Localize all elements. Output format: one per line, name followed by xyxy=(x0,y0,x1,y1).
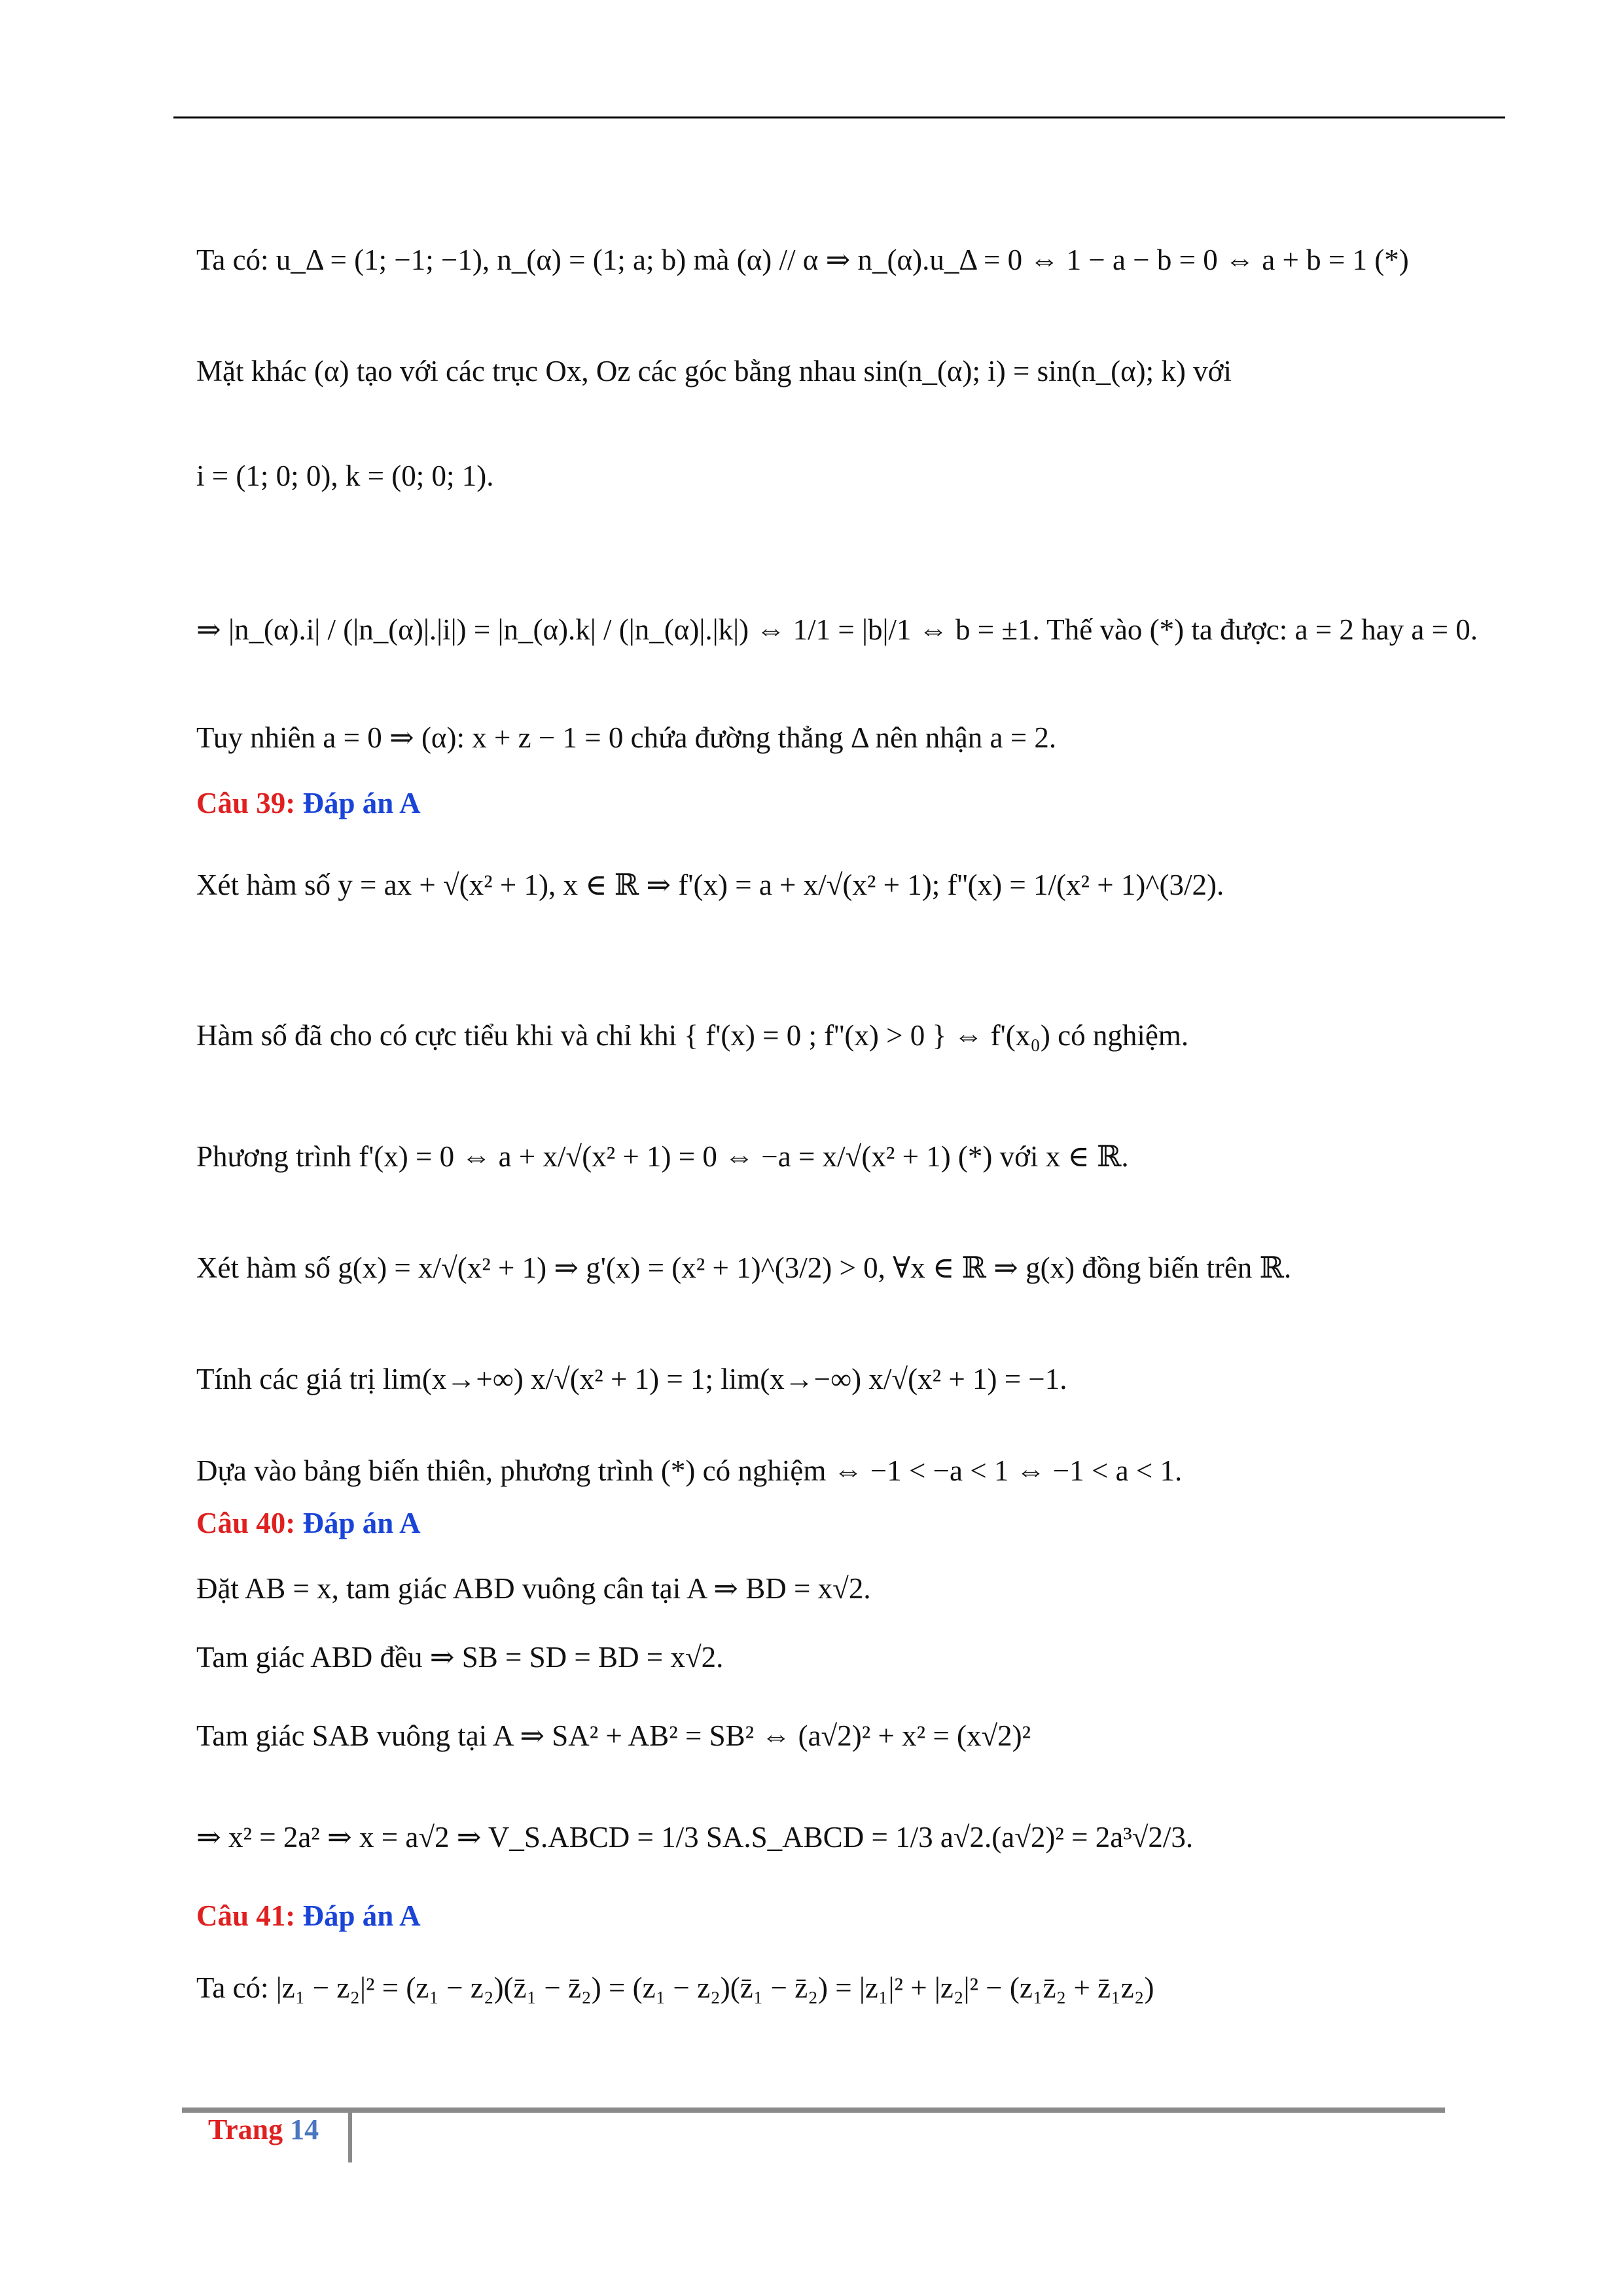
footer-divider xyxy=(348,2110,352,2162)
heading-q40 xyxy=(196,1505,421,1541)
para-q39-g-function: Xét hàm số g(x) = x/√(x² + 1) ⇒ g'(x) = (x² + 1)^(3/2) > 0, ∀x ∈ ℝ ⇒ g(x) đồng biến trên ℝ. xyxy=(196,1251,1292,1284)
para-q40-pythagoras: Tam giác SAB vuông tại A ⇒ SA² + AB² = SB² ⇔ (a√2)² + x² = (x√2)² xyxy=(196,1719,1031,1752)
para-q39-function: Xét hàm số y = ax + √(x² + 1), x ∈ ℝ ⇒ f'(x) = a + x/√(x² + 1); f''(x) = 1/(x² + 1)^(3/2). xyxy=(196,869,1224,901)
page-number: 14 xyxy=(290,2113,319,2145)
q39-answer: Đáp án A xyxy=(302,787,421,819)
footer-rule xyxy=(182,2108,1445,2113)
para-q41-modulus: Ta có: |z₁ − z₂|² = (z₁ − z₂)(z̄₁ − z̄₂) = (z₁ − z₂)(z̄₁ − z̄₂) = |z₁|² + |z₂|² − (z₁z̄₂ + z̄₁z₂) xyxy=(196,1971,1154,2004)
para-normal-vector: Ta có: u_Δ = (1; −1; −1), n_(α) = (1; a; b) mà (α) // α ⇒ n_(α).u_Δ = 0 ⇔ 1 − a − b = 0 ⇔ a + b = 1 (*) xyxy=(196,243,1409,276)
para-q40-set-ab: Đặt AB = x, tam giác ABD vuông cân tại A ⇒ BD = x√2. xyxy=(196,1572,871,1605)
page-footer xyxy=(208,2113,319,2146)
header-rule xyxy=(173,117,1505,118)
para-unit-vectors: i = (1; 0; 0), k = (0; 0; 1). xyxy=(196,459,494,492)
para-q39-equation: Phương trình f'(x) = 0 ⇔ a + x/√(x² + 1) = 0 ⇔ −a = x/√(x² + 1) (*) với x ∈ ℝ. xyxy=(196,1140,1129,1173)
q41-answer: Đáp án A xyxy=(302,1899,421,1932)
para-q39-result: Dựa vào bảng biến thiên, phương trình (*) có nghiệm ⇔ −1 < −a < 1 ⇔ −1 < a < 1. xyxy=(196,1454,1183,1487)
heading-q41 xyxy=(196,1898,421,1933)
q40-number: Câu 40: xyxy=(196,1507,296,1539)
page-label: Trang xyxy=(208,2113,283,2145)
para-equal-angles: Mặt khác (α) tạo với các trục Ox, Oz các góc bằng nhau sin(n_(α); i) = sin(n_(α); k) với xyxy=(196,355,1232,387)
para-conclusion-a: Tuy nhiên a = 0 ⇒ (α): x + z − 1 = 0 chứa đường thẳng Δ nên nhận a = 2. xyxy=(196,721,1057,754)
q40-answer: Đáp án A xyxy=(302,1507,421,1539)
para-q40-equilateral: Tam giác ABD đều ⇒ SB = SD = BD = x√2. xyxy=(196,1641,724,1674)
para-solve-b: ⇒ |n_(α).i| / (|n_(α)|.|i|) = |n_(α).k| / (|n_(α)|.|k|) ⇔ 1/1 = |b|/1 ⇔ b = ±1. Thế vào (*) ta được: a = 2 hay a = 0. xyxy=(196,613,1478,646)
q39-number: Câu 39: xyxy=(196,787,296,819)
q41-number: Câu 41: xyxy=(196,1899,296,1932)
heading-q39 xyxy=(196,785,421,821)
para-q39-min-condition: Hàm số đã cho có cực tiểu khi và chỉ khi { f'(x) = 0 ; f''(x) > 0 } ⇔ f'(x₀) có nghiệm. xyxy=(196,1019,1189,1052)
para-q40-volume: ⇒ x² = 2a² ⇒ x = a√2 ⇒ V_S.ABCD = 1/3 SA.S_ABCD = 1/3 a√2.(a√2)² = 2a³√2/3. xyxy=(196,1821,1194,1854)
para-q39-limits: Tính các giá trị lim(x→+∞) x/√(x² + 1) = 1; lim(x→−∞) x/√(x² + 1) = −1. xyxy=(196,1363,1067,1395)
